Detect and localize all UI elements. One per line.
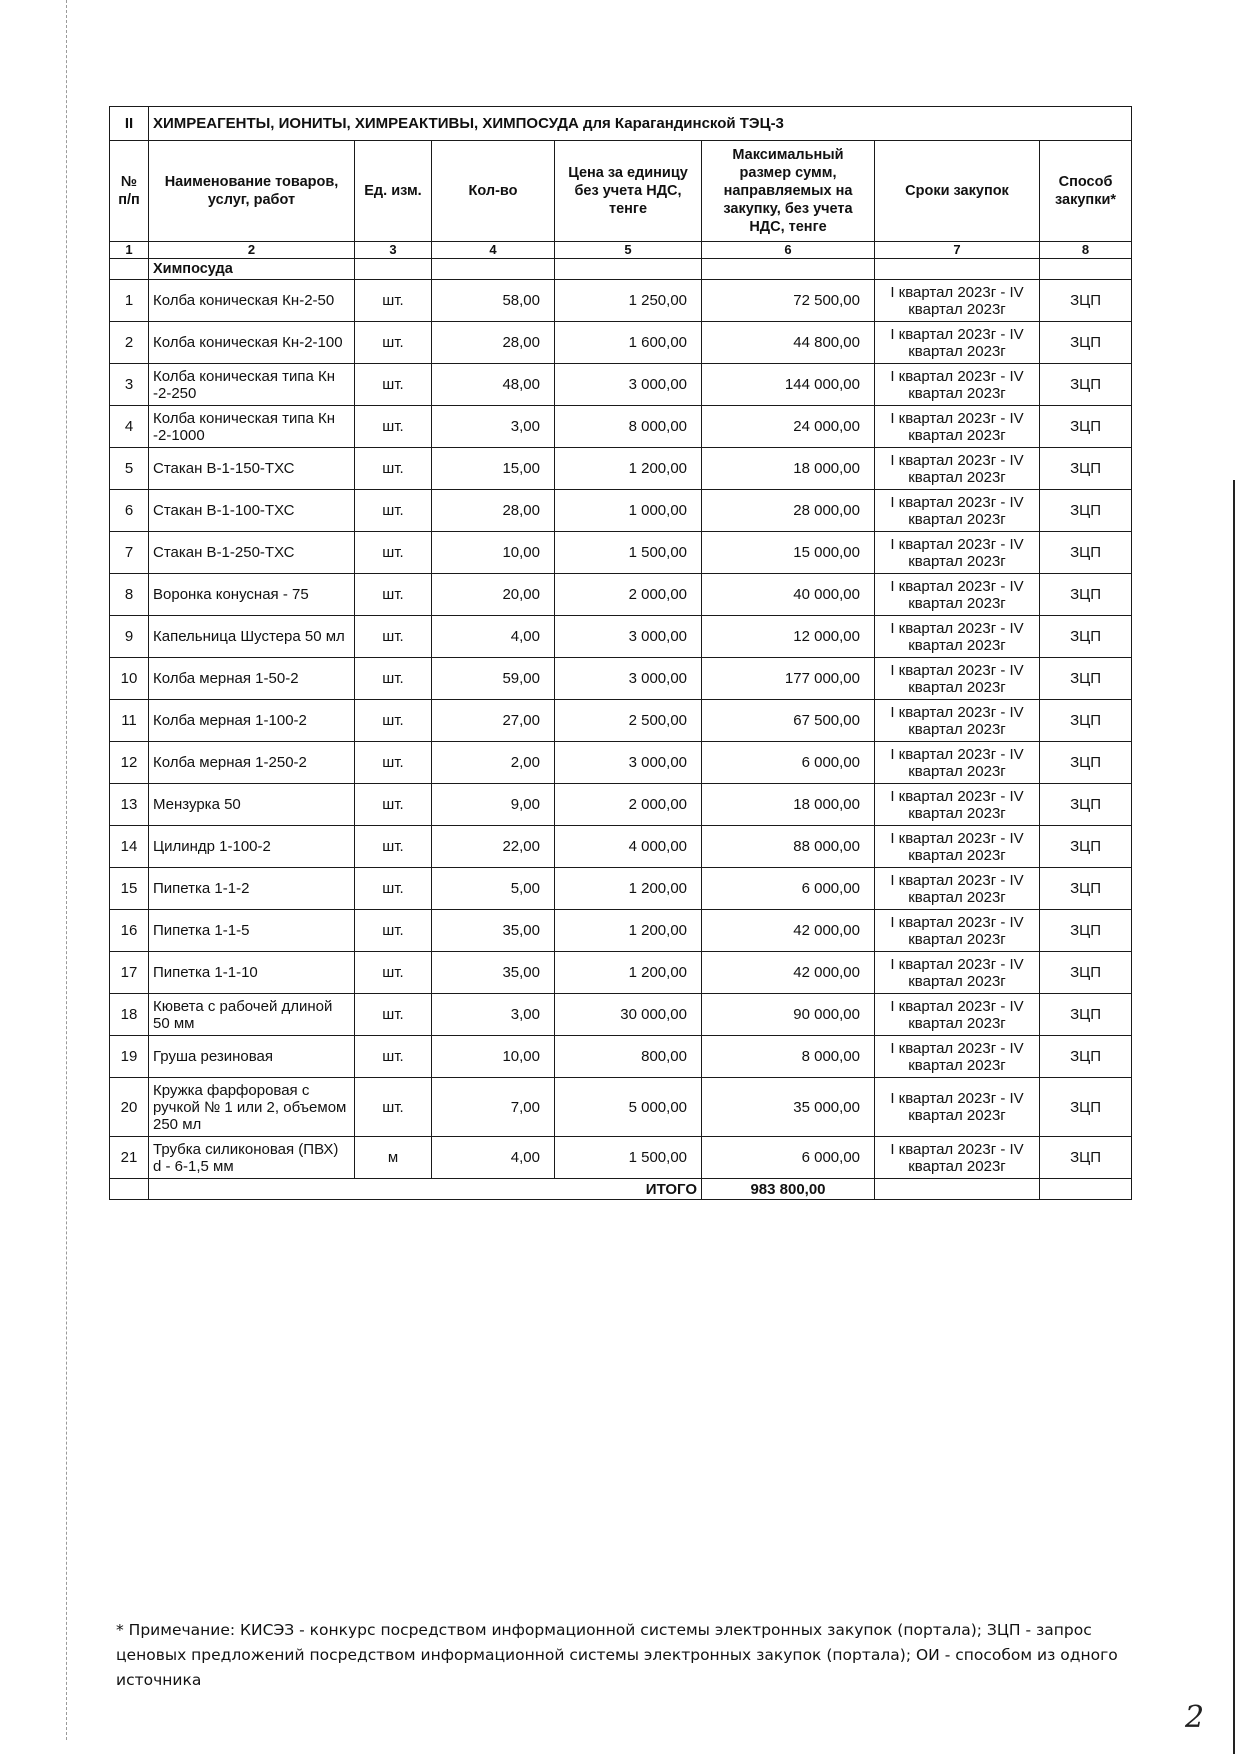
item-unit: шт.: [355, 784, 432, 826]
item-procurement-term: I квартал 2023г - IV квартал 2023г: [875, 448, 1040, 490]
item-procurement-term: I квартал 2023г - IV квартал 2023г: [875, 700, 1040, 742]
item-procurement-method: ЗЦП: [1040, 952, 1132, 994]
item-unit: шт.: [355, 406, 432, 448]
item-name: Кружка фарфоровая с ручкой № 1 или 2, объемом 250 мл: [149, 1078, 355, 1137]
row-number: 20: [110, 1078, 149, 1137]
item-quantity: 4,00: [432, 1137, 555, 1179]
item-unit: шт.: [355, 616, 432, 658]
item-max-sum: 44 800,00: [702, 322, 875, 364]
header-unit: Ед. изм.: [355, 141, 432, 242]
item-max-sum: 6 000,00: [702, 1137, 875, 1179]
column-number-row: [110, 242, 1132, 259]
item-unit: шт.: [355, 574, 432, 616]
row-number: 15: [110, 868, 149, 910]
item-quantity: 3,00: [432, 994, 555, 1036]
item-name: Капельница Шустера 50 мл: [149, 616, 355, 658]
table-row: [110, 406, 1132, 448]
item-procurement-term: I квартал 2023г - IV квартал 2023г: [875, 994, 1040, 1036]
item-unit: шт.: [355, 448, 432, 490]
table-row: [110, 280, 1132, 322]
item-unit: шт.: [355, 1078, 432, 1137]
item-max-sum: 24 000,00: [702, 406, 875, 448]
table-row: [110, 658, 1132, 700]
item-max-sum: 144 000,00: [702, 364, 875, 406]
item-quantity: 22,00: [432, 826, 555, 868]
item-procurement-term: I квартал 2023г - IV квартал 2023г: [875, 322, 1040, 364]
item-unit-price: 2 000,00: [555, 784, 702, 826]
item-name: Колба мерная 1-50-2: [149, 658, 355, 700]
item-name: Груша резиновая: [149, 1036, 355, 1078]
table-row: [110, 700, 1132, 742]
item-quantity: 3,00: [432, 406, 555, 448]
item-procurement-method: ЗЦП: [1040, 532, 1132, 574]
item-unit-price: 2 000,00: [555, 574, 702, 616]
item-max-sum: 67 500,00: [702, 700, 875, 742]
item-unit-price: 3 000,00: [555, 658, 702, 700]
table-row: [110, 364, 1132, 406]
table-row: [110, 952, 1132, 994]
column-number: 8: [1040, 242, 1132, 259]
item-name: Пипетка 1-1-5: [149, 910, 355, 952]
item-name: Колба мерная 1-250-2: [149, 742, 355, 784]
item-unit: шт.: [355, 742, 432, 784]
item-name: Пипетка 1-1-10: [149, 952, 355, 994]
item-procurement-method: ЗЦП: [1040, 868, 1132, 910]
item-name: Кювета с рабочей длиной 50 мм: [149, 994, 355, 1036]
item-max-sum: 18 000,00: [702, 784, 875, 826]
item-quantity: 4,00: [432, 616, 555, 658]
row-number: 1: [110, 280, 149, 322]
item-quantity: 28,00: [432, 322, 555, 364]
item-procurement-term: I квартал 2023г - IV квартал 2023г: [875, 784, 1040, 826]
item-procurement-term: I квартал 2023г - IV квартал 2023г: [875, 532, 1040, 574]
header-method: Способ закупки*: [1040, 141, 1132, 242]
item-unit: шт.: [355, 700, 432, 742]
item-procurement-term: I квартал 2023г - IV квартал 2023г: [875, 742, 1040, 784]
item-quantity: 59,00: [432, 658, 555, 700]
item-procurement-method: ЗЦП: [1040, 616, 1132, 658]
item-unit-price: 1 200,00: [555, 910, 702, 952]
item-unit: шт.: [355, 910, 432, 952]
item-quantity: 10,00: [432, 1036, 555, 1078]
row-number: 6: [110, 490, 149, 532]
item-max-sum: 177 000,00: [702, 658, 875, 700]
item-unit: шт.: [355, 952, 432, 994]
item-unit-price: 4 000,00: [555, 826, 702, 868]
item-procurement-method: ЗЦП: [1040, 1036, 1132, 1078]
item-unit-price: 800,00: [555, 1036, 702, 1078]
item-unit-price: 1 600,00: [555, 322, 702, 364]
row-number: 3: [110, 364, 149, 406]
item-procurement-term: I квартал 2023г - IV квартал 2023г: [875, 826, 1040, 868]
item-quantity: 9,00: [432, 784, 555, 826]
total-label: ИТОГО: [149, 1179, 702, 1200]
table-row: [110, 994, 1132, 1036]
item-unit-price: 1 250,00: [555, 280, 702, 322]
item-procurement-method: ЗЦП: [1040, 826, 1132, 868]
item-name: Колба коническая Кн-2-50: [149, 280, 355, 322]
table-row: [110, 1137, 1132, 1179]
item-name: Стакан В-1-250-ТХС: [149, 532, 355, 574]
item-procurement-method: ЗЦП: [1040, 406, 1132, 448]
header-no: № п/п: [110, 141, 149, 242]
item-procurement-term: I квартал 2023г - IV квартал 2023г: [875, 658, 1040, 700]
row-number: 17: [110, 952, 149, 994]
item-unit: шт.: [355, 1036, 432, 1078]
item-name: Стакан В-1-100-ТХС: [149, 490, 355, 532]
item-quantity: 35,00: [432, 910, 555, 952]
item-unit: шт.: [355, 658, 432, 700]
item-quantity: 28,00: [432, 490, 555, 532]
item-unit-price: 1 200,00: [555, 952, 702, 994]
item-unit-price: 5 000,00: [555, 1078, 702, 1137]
procurement-table: [109, 106, 1132, 1200]
item-max-sum: 35 000,00: [702, 1078, 875, 1137]
item-procurement-method: ЗЦП: [1040, 700, 1132, 742]
section-row: [110, 107, 1132, 141]
item-procurement-method: ЗЦП: [1040, 364, 1132, 406]
item-max-sum: 42 000,00: [702, 952, 875, 994]
item-unit: шт.: [355, 994, 432, 1036]
item-quantity: 20,00: [432, 574, 555, 616]
row-number: 2: [110, 322, 149, 364]
item-procurement-term: I квартал 2023г - IV квартал 2023г: [875, 1036, 1040, 1078]
item-procurement-term: I квартал 2023г - IV квартал 2023г: [875, 490, 1040, 532]
item-quantity: 27,00: [432, 700, 555, 742]
footnote: * Примечание: КИСЭЗ - конкурс посредством информационной системы электронных закупок (портала); ЗЦП - запрос ценовых предложений посредством информационной системы электронных закупок (портала); ОИ - способом из одного источника: [116, 1621, 1118, 1689]
item-procurement-method: ЗЦП: [1040, 742, 1132, 784]
item-name: Трубка силиконовая (ПВХ) d - 6-1,5 мм: [149, 1137, 355, 1179]
item-max-sum: 90 000,00: [702, 994, 875, 1036]
row-number: 4: [110, 406, 149, 448]
row-number: 21: [110, 1137, 149, 1179]
header-row: [110, 141, 1132, 242]
total-value: 983 800,00: [702, 1179, 875, 1200]
column-number: 1: [110, 242, 149, 259]
column-number: 2: [149, 242, 355, 259]
item-name: Стакан В-1-150-ТХС: [149, 448, 355, 490]
item-name: Колба коническая Кн-2-100: [149, 322, 355, 364]
column-number: 4: [432, 242, 555, 259]
item-unit-price: 1 000,00: [555, 490, 702, 532]
item-unit-price: 1 500,00: [555, 532, 702, 574]
row-number: 13: [110, 784, 149, 826]
item-procurement-method: ЗЦП: [1040, 910, 1132, 952]
table-row: [110, 490, 1132, 532]
item-procurement-method: ЗЦП: [1040, 658, 1132, 700]
category-label: Химпосуда: [149, 259, 355, 280]
row-number: 9: [110, 616, 149, 658]
table-row: [110, 1078, 1132, 1137]
row-number: 16: [110, 910, 149, 952]
table-row: [110, 616, 1132, 658]
item-name: Колба коническая типа Кн -2-250: [149, 364, 355, 406]
row-number: 14: [110, 826, 149, 868]
item-unit: шт.: [355, 826, 432, 868]
section-title: ХИМРЕАГЕНТЫ, ИОНИТЫ, ХИМРЕАКТИВЫ, ХИМПОСУДА для Карагандинской ТЭЦ-3: [149, 107, 1132, 141]
item-name: Воронка конусная - 75: [149, 574, 355, 616]
item-unit-price: 1 200,00: [555, 868, 702, 910]
item-procurement-term: I квартал 2023г - IV квартал 2023г: [875, 574, 1040, 616]
table-row: [110, 910, 1132, 952]
item-unit-price: 8 000,00: [555, 406, 702, 448]
item-name: Мензурка 50: [149, 784, 355, 826]
item-max-sum: 8 000,00: [702, 1036, 875, 1078]
item-unit-price: 2 500,00: [555, 700, 702, 742]
item-procurement-term: I квартал 2023г - IV квартал 2023г: [875, 280, 1040, 322]
item-procurement-term: I квартал 2023г - IV квартал 2023г: [875, 1137, 1040, 1179]
item-procurement-term: I квартал 2023г - IV квартал 2023г: [875, 364, 1040, 406]
item-unit: шт.: [355, 280, 432, 322]
item-procurement-method: ЗЦП: [1040, 448, 1132, 490]
item-max-sum: 28 000,00: [702, 490, 875, 532]
header-qty: Кол-во: [432, 141, 555, 242]
item-procurement-method: ЗЦП: [1040, 322, 1132, 364]
item-procurement-term: I квартал 2023г - IV квартал 2023г: [875, 1078, 1040, 1137]
header-term: Сроки закупок: [875, 141, 1040, 242]
total-row: [110, 1179, 1132, 1200]
item-name: Пипетка 1-1-2: [149, 868, 355, 910]
item-max-sum: 40 000,00: [702, 574, 875, 616]
row-number: 5: [110, 448, 149, 490]
item-quantity: 10,00: [432, 532, 555, 574]
item-unit-price: 3 000,00: [555, 742, 702, 784]
column-number: 6: [702, 242, 875, 259]
row-number: 10: [110, 658, 149, 700]
left-margin-line: [66, 0, 68, 1740]
item-name: Цилиндр 1-100-2: [149, 826, 355, 868]
item-max-sum: 18 000,00: [702, 448, 875, 490]
right-margin-line: [1233, 480, 1235, 1754]
item-procurement-method: ЗЦП: [1040, 574, 1132, 616]
item-quantity: 48,00: [432, 364, 555, 406]
table-row: [110, 448, 1132, 490]
item-unit-price: 1 200,00: [555, 448, 702, 490]
item-name: Колба коническая типа Кн -2-1000: [149, 406, 355, 448]
item-unit: шт.: [355, 322, 432, 364]
table-row: [110, 532, 1132, 574]
item-quantity: 2,00: [432, 742, 555, 784]
item-max-sum: 42 000,00: [702, 910, 875, 952]
row-number: 19: [110, 1036, 149, 1078]
item-unit: шт.: [355, 364, 432, 406]
item-unit: м: [355, 1137, 432, 1179]
item-unit-price: 1 500,00: [555, 1137, 702, 1179]
section-number: II: [110, 107, 149, 141]
item-unit: шт.: [355, 490, 432, 532]
item-quantity: 7,00: [432, 1078, 555, 1137]
item-max-sum: 88 000,00: [702, 826, 875, 868]
item-procurement-term: I квартал 2023г - IV квартал 2023г: [875, 616, 1040, 658]
row-number: 18: [110, 994, 149, 1036]
item-procurement-method: ЗЦП: [1040, 784, 1132, 826]
header-max-sum: Максимальный размер сумм, направляемых на закупку, без учета НДС, тенге: [702, 141, 875, 242]
row-number: 7: [110, 532, 149, 574]
item-unit-price: 3 000,00: [555, 364, 702, 406]
table-row: [110, 1036, 1132, 1078]
item-unit: шт.: [355, 868, 432, 910]
item-max-sum: 72 500,00: [702, 280, 875, 322]
table-row: [110, 826, 1132, 868]
item-quantity: 58,00: [432, 280, 555, 322]
header-name: Наименование товаров, услуг, работ: [149, 141, 355, 242]
column-number: 3: [355, 242, 432, 259]
item-max-sum: 12 000,00: [702, 616, 875, 658]
item-name: Колба мерная 1-100-2: [149, 700, 355, 742]
item-procurement-method: ЗЦП: [1040, 490, 1132, 532]
item-unit-price: 3 000,00: [555, 616, 702, 658]
table-row: [110, 742, 1132, 784]
item-procurement-method: ЗЦП: [1040, 280, 1132, 322]
column-number: 5: [555, 242, 702, 259]
header-price: Цена за единицу без учета НДС, тенге: [555, 141, 702, 242]
item-procurement-method: ЗЦП: [1040, 1078, 1132, 1137]
item-procurement-method: ЗЦП: [1040, 1137, 1132, 1179]
item-max-sum: 6 000,00: [702, 868, 875, 910]
item-procurement-method: ЗЦП: [1040, 994, 1132, 1036]
item-quantity: 15,00: [432, 448, 555, 490]
item-quantity: 5,00: [432, 868, 555, 910]
column-number: 7: [875, 242, 1040, 259]
table-row: [110, 868, 1132, 910]
item-max-sum: 6 000,00: [702, 742, 875, 784]
table-row: [110, 322, 1132, 364]
item-procurement-term: I квартал 2023г - IV квартал 2023г: [875, 868, 1040, 910]
item-max-sum: 15 000,00: [702, 532, 875, 574]
item-procurement-term: I квартал 2023г - IV квартал 2023г: [875, 406, 1040, 448]
table-row: [110, 574, 1132, 616]
item-unit-price: 30 000,00: [555, 994, 702, 1036]
table-row: [110, 784, 1132, 826]
row-number: 8: [110, 574, 149, 616]
item-procurement-term: I квартал 2023г - IV квартал 2023г: [875, 910, 1040, 952]
category-row: [110, 259, 1132, 280]
item-unit: шт.: [355, 532, 432, 574]
page-number: 2: [1185, 1700, 1205, 1735]
item-quantity: 35,00: [432, 952, 555, 994]
row-number: 11: [110, 700, 149, 742]
item-procurement-term: I квартал 2023г - IV квартал 2023г: [875, 952, 1040, 994]
row-number: 12: [110, 742, 149, 784]
